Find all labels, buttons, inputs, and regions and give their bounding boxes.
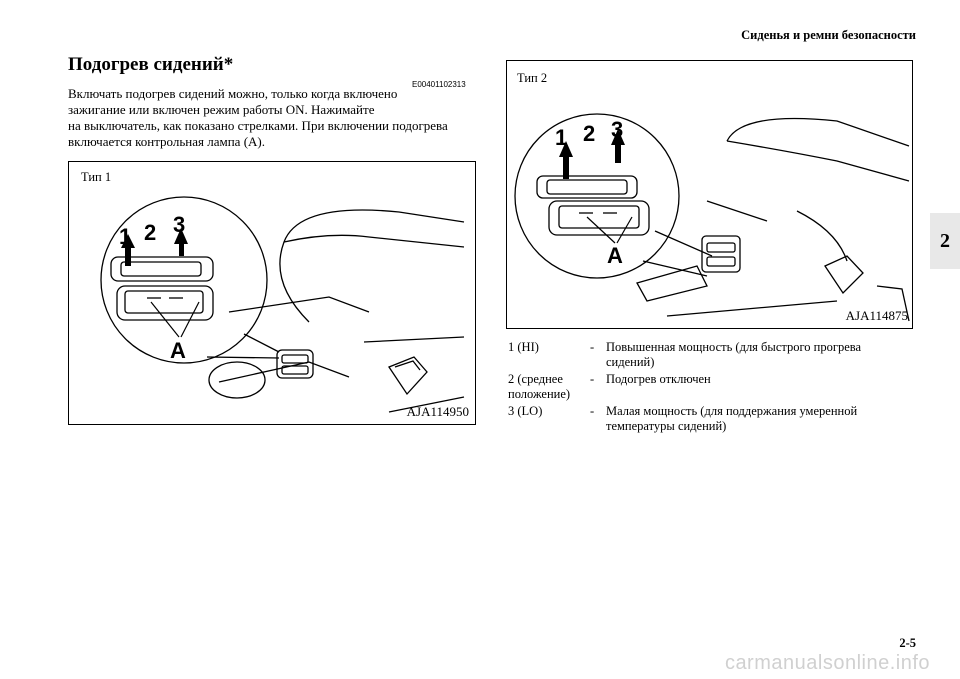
legend-desc: Подогрев отключен xyxy=(606,372,711,386)
body-line: Включать подогрев сидений можно, только когда включено xyxy=(68,86,398,101)
callout-3: 3 xyxy=(611,117,624,142)
callout-1: 1 xyxy=(555,125,568,150)
callout-2: 2 xyxy=(583,121,596,146)
page-number: 2-5 xyxy=(899,636,916,650)
body-line: включается контрольная лампа (A). xyxy=(68,134,265,149)
watermark: carmanualsonline.info xyxy=(724,652,930,674)
callout-A: A xyxy=(170,338,186,363)
figure-code: AJA114875 xyxy=(845,308,908,323)
console-illustration-1 xyxy=(69,162,475,424)
legend-key: 3 (LO) xyxy=(508,404,543,418)
legend-row xyxy=(508,340,908,370)
callout-3: 3 xyxy=(173,212,186,237)
legend-dash: - xyxy=(590,340,595,354)
body-line: зажигание или включен режим работы ON. Нажимайте xyxy=(68,102,375,117)
callout-A: A xyxy=(607,243,623,268)
legend-dash: - xyxy=(590,372,595,386)
chapter-tab: 2 xyxy=(930,213,960,269)
figure-type-label: Тип 2 xyxy=(517,71,548,85)
console-illustration-2 xyxy=(507,61,912,328)
section-code: E00401102313 xyxy=(412,80,466,89)
switch-positions-legend xyxy=(508,340,908,436)
legend-desc: Повышенная мощность (для быстрого прогрева сидений) xyxy=(606,340,862,369)
section-title: Подогрев сидений* xyxy=(68,54,234,75)
legend-key: 1 (HI) xyxy=(508,340,539,354)
figure-code: AJA114950 xyxy=(406,404,469,419)
running-header: Сиденья и ремни безопасности xyxy=(741,28,916,42)
figure-type-2 xyxy=(506,60,913,329)
figure-type-label: Тип 1 xyxy=(81,170,112,184)
legend-dash: - xyxy=(590,404,595,418)
section-body xyxy=(68,86,478,150)
legend-key: 2 (среднее положение) xyxy=(508,372,571,401)
legend-row xyxy=(508,404,908,434)
body-line: на выключатель, как показано стрелками. При включении подогрева xyxy=(68,118,448,133)
callout-1: 1 xyxy=(119,224,132,249)
figure-type-1 xyxy=(68,161,476,425)
legend-desc: Малая мощность (для поддержания умеренной температуры сидений) xyxy=(606,404,858,433)
callout-2: 2 xyxy=(144,220,157,245)
legend-row xyxy=(508,372,908,402)
